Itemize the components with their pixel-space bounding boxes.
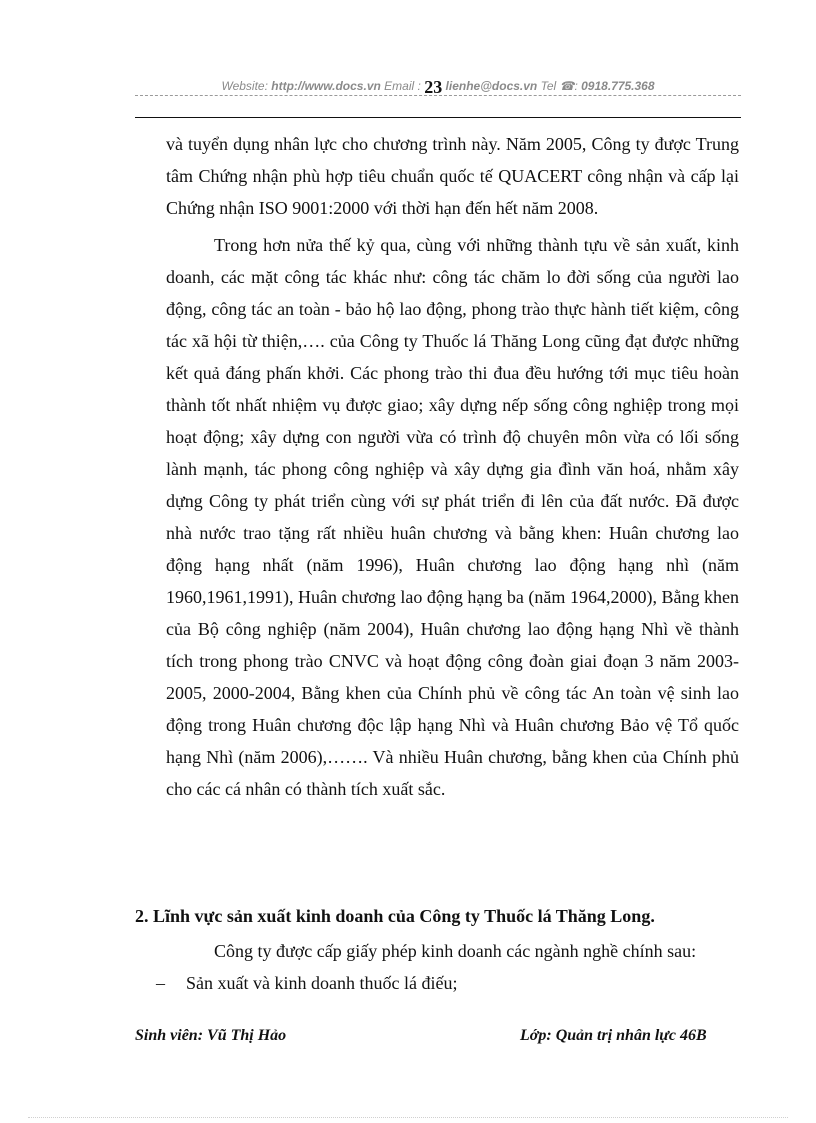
page-number: 23 — [424, 77, 443, 97]
footer-student: Sinh viên: Vũ Thị Hảo — [135, 1027, 287, 1044]
website-link[interactable]: http://www.docs.vn — [271, 79, 381, 93]
phone-label: Tel ☎: — [537, 79, 582, 93]
header-divider — [135, 95, 741, 96]
email-label: Email : — [380, 79, 421, 93]
phone-number: 0918.775.368 — [581, 79, 655, 93]
section-intro: Công ty được cấp giấy phép kinh doanh các ngành nghề chính sau: — [214, 941, 697, 961]
page-header — [135, 74, 741, 97]
body-paragraph-2: Trong hơn nửa thế kỷ qua, cùng với những thành tựu về sản xuất, kinh doanh, các mặt công tác khác như: công tác chăm lo đời sống của người lao động, công tác an toàn - bảo hộ lao động, phong trào thực hành tiết kiệm, công tác xã hội từ thiện,…. của Công ty Thuốc lá Thăng Long cũng đạt được những kết quả đáng phấn khởi. Các phong trào thi đua đều hướng tới mục tiêu hoàn thành tốt nhất nhiệm vụ được giao; xây dựng nếp sống công nghiệp trong mọi hoạt động; xây dựng con người vừa có trình độ chuyên môn vừa có lối sống lành mạnh, tác phong công nghiệp và xây dựng gia đình văn hoá, nhằm xây dựng Công ty phát triển cùng với sự phát triển đi lên của đất nước. Đã được nhà nước trao tặng rất nhiều huân chương và bằng khen: Huân chương lao động hạng nhất (năm 1996), Huân chương lao động hạng nhì (năm 1960,1961,1991), Huân chương lao động hạng ba (năm 1964,2000), Bằng khen của Bộ công nghiệp (năm 2004), Huân chương lao động hạng Nhì về thành tích trong phong trào CNVC và hoạt động công đoàn giai đoạn 3 năm 2003-2005, 2000-2004, Bằng khen của Chính phủ về công tác An toàn vệ sinh lao động trong Huân chương độc lập hạng Nhì và Huân chương Bảo vệ Tổ quốc hạng Nhì (năm 2006),……. Và nhiều Huân chương, bằng khen của Chính phủ cho các cá nhân có thành tích xuất sắc. — [166, 235, 739, 799]
list-item-text: Sản xuất và kinh doanh thuốc lá điếu; — [186, 973, 458, 993]
list-item — [156, 973, 457, 994]
website-label: Website: — [221, 79, 272, 93]
footer-class: Lớp: Quản trị nhân lực 46B — [520, 1027, 707, 1044]
list-bullet: – — [156, 973, 165, 993]
section-heading: 2. Lĩnh vực sản xuất kinh doanh của Công ty Thuốc lá Thăng Long. — [135, 906, 655, 926]
email-link[interactable]: lienhe@docs.vn — [445, 79, 538, 93]
page-bottom-border — [28, 1117, 788, 1118]
body-paragraph-1: và tuyển dụng nhân lực cho chương trình này. Năm 2005, Công ty được Trung tâm Chứng nhận phù hợp tiêu chuẩn quốc tế QUACERT công nhận và cấp lại Chứng nhận ISO 9001:2000 với thời hạn đến hết năm 2008. — [166, 134, 739, 218]
header-rule — [135, 117, 741, 118]
